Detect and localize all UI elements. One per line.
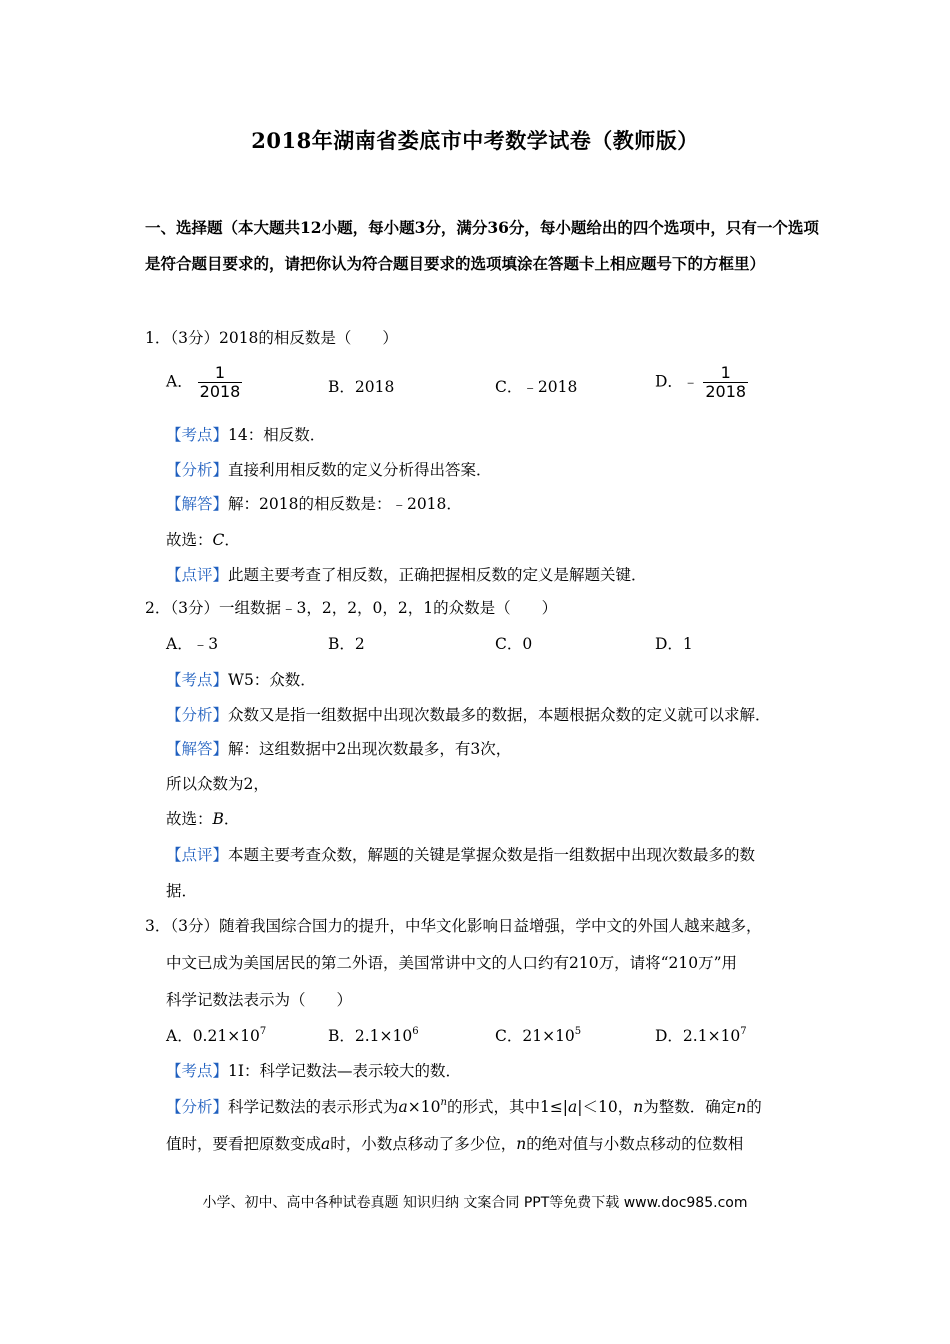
q1-dianping-text: 此题主要考查了相反数，正确把握相反数的定义是解题关键． [228, 566, 647, 584]
q3-stem-line1: 3．（3分）随着我国综合国力的提升，中华文化影响日益增强，学中文的外国人越来越多， [145, 917, 762, 935]
q3-option-d-base: D．2.1×10 [655, 1027, 741, 1045]
answer-suffix: ． [223, 810, 240, 828]
q3-stem-line3: 科学记数法表示为（ ） [166, 991, 353, 1009]
q3-option-c-base: C．21×10 [495, 1027, 575, 1045]
q1-kaodian [166, 423, 325, 445]
q2-fenxi-text: 众数又是指一组数据中出现次数最多的数据，本题根据众数的定义就可以求解． [228, 706, 771, 724]
answer-letter: C [212, 531, 225, 549]
q1-jieda-text: 解：2018的相反数是：﹣2018． [228, 495, 462, 513]
fenxi-part: |＜10， [577, 1098, 634, 1116]
fraction-denominator: 2018 [705, 382, 747, 401]
tag-jieda: 【解答】 [166, 495, 229, 513]
fenxi-part: 的绝对值与小数点移动的位数相 [526, 1135, 744, 1153]
fraction-numerator: 1 [214, 363, 226, 382]
q3-option-d-exponent: 7 [740, 1026, 747, 1037]
q2-stem: 2．（3分）一组数据﹣3，2，2，0，2，1的众数是（ ） [145, 599, 558, 617]
page-footer[interactable]: 小学、初中、高中各种试卷真题 知识归纳 文案合同 PPT等免费下载 www.doc985.com [202, 1195, 748, 1211]
q2-dianping [166, 843, 755, 865]
q2-fenxi [166, 703, 771, 725]
q2-kaodian-text: W5：众数． [228, 671, 316, 689]
tag-fenxi: 【分析】 [166, 706, 229, 724]
fraction-denominator: 2018 [199, 382, 241, 401]
tag-fenxi: 【分析】 [166, 461, 229, 479]
q3-option-c[interactable] [495, 1024, 581, 1046]
tag-jieda: 【解答】 [166, 740, 229, 758]
math-var-a: a [568, 1098, 578, 1116]
q1-option-a[interactable] [166, 364, 242, 401]
q2-jieda-line2: 所以众数为2， [166, 775, 269, 793]
answer-prefix: 故选： [166, 810, 213, 828]
fenxi-part: 的 [746, 1098, 762, 1116]
q1-stem: 1．（3分）2018的相反数是（ ） [145, 329, 398, 347]
q1-option-c[interactable]: C．﹣2018 [495, 378, 578, 396]
math-var-a: a [321, 1135, 331, 1153]
fenxi-part: 时，小数点移动了多少位， [330, 1135, 517, 1153]
q1-option-b[interactable]: B．2018 [328, 378, 395, 396]
q1-jieda [166, 492, 462, 514]
page-title: 2018年湖南省娄底市中考数学试卷（教师版） [251, 128, 699, 153]
fenxi-part: ×10 [407, 1098, 441, 1116]
q1-option-a-label: A． [166, 372, 193, 391]
fenxi-part: 科学记数法的表示形式为 [228, 1098, 399, 1116]
fenxi-part: 的形式，其中1≤| [446, 1098, 569, 1116]
q1-option-d-label: D．﹣ [655, 372, 699, 391]
q2-option-a[interactable]: A．﹣3 [166, 635, 219, 653]
q2-jieda [166, 737, 511, 759]
answer-letter: B [212, 810, 224, 828]
answer-prefix: 故选： [166, 531, 213, 549]
tag-dianping: 【点评】 [166, 566, 229, 584]
q3-fenxi-line2 [166, 1132, 743, 1154]
q1-fenxi-text: 直接利用相反数的定义分析得出答案． [228, 461, 492, 479]
fenxi-part: 为整数．确定 [643, 1098, 737, 1116]
q1-option-a-fraction [198, 364, 243, 401]
section-header: 一、选择题（本大题共12小题，每小题3分，满分36分，每小题给出的四个选项中，只有一个选项是符合题目要求的，请把你认为符合题目要求的选项填涂在答题卡上相应题号下的方框里） [145, 218, 819, 273]
tag-kaodian: 【考点】 [166, 671, 229, 689]
math-var-a: a [398, 1098, 408, 1116]
fraction-numerator: 1 [720, 363, 731, 382]
q3-kaodian [166, 1059, 461, 1081]
q1-option-d[interactable] [655, 364, 748, 401]
q1-option-d-fraction [703, 364, 748, 401]
q3-option-a-base: A．0.21×10 [166, 1027, 260, 1045]
math-exponent-n: n [440, 1097, 447, 1108]
math-var-n: n [516, 1135, 527, 1153]
math-var-n: n [736, 1098, 747, 1116]
q2-option-d[interactable]: D．1 [655, 635, 693, 653]
q3-option-d[interactable] [655, 1024, 747, 1046]
q2-answer [166, 807, 239, 829]
answer-suffix: ． [224, 531, 240, 549]
tag-fenxi: 【分析】 [166, 1098, 229, 1116]
q3-stem-line2: 中文已成为美国居民的第二外语，美国常讲中文的人口约有210万，请将“210万”用 [166, 954, 738, 972]
q3-option-b-base: B．2.1×10 [328, 1027, 413, 1045]
q2-option-c[interactable]: C．0 [495, 635, 533, 653]
q3-option-b-exponent: 6 [412, 1026, 419, 1037]
tag-kaodian: 【考点】 [166, 1062, 229, 1080]
tag-dianping: 【点评】 [166, 846, 229, 864]
q2-dianping-text: 本题主要考查众数，解题的关键是掌握众数是指一组数据中出现次数最多的数 [228, 846, 756, 864]
q1-kaodian-text: 14：相反数． [228, 426, 326, 444]
q3-option-b[interactable] [328, 1024, 419, 1046]
q2-dianping-line2: 据． [166, 882, 198, 900]
q2-option-b[interactable]: B．2 [328, 635, 365, 653]
q3-option-a-exponent: 7 [259, 1026, 267, 1037]
q1-answer [166, 528, 240, 550]
q2-kaodian [166, 668, 316, 690]
tag-kaodian: 【考点】 [166, 426, 229, 444]
q3-kaodian-text: 1I：科学记数法—表示较大的数． [228, 1062, 462, 1080]
q3-option-a[interactable] [166, 1024, 266, 1046]
q2-jieda-text: 解：这组数据中2出现次数最多，有3次， [228, 740, 512, 758]
q1-dianping [166, 563, 647, 585]
q3-option-c-exponent: 5 [574, 1026, 582, 1037]
math-var-n: n [633, 1098, 644, 1116]
fenxi-part: 值时，要看把原数变成 [166, 1135, 322, 1153]
q3-fenxi [166, 1095, 762, 1117]
q1-fenxi [166, 458, 492, 480]
